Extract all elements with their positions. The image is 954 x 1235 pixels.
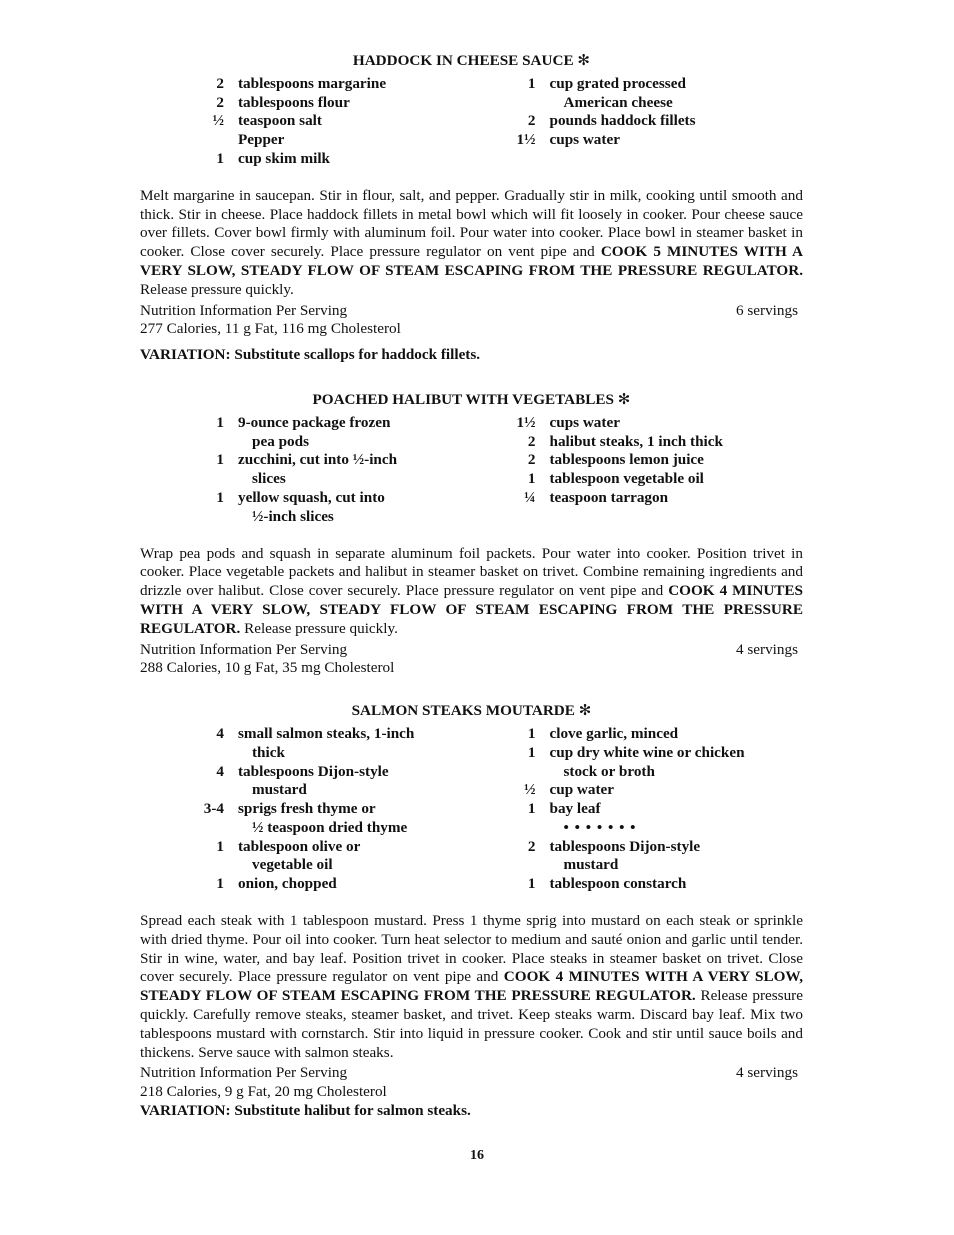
ingredient-column-right xyxy=(492,725,804,894)
ingredient-text-continued: pea pods xyxy=(252,432,309,450)
ingredient-quantity: 1½ xyxy=(516,131,536,149)
ingredient-quantity: 1 xyxy=(527,470,536,488)
ingredient-description xyxy=(550,781,804,800)
ingredient-text: zucchini, cut into ½-inch xyxy=(238,451,398,469)
ingredient-description xyxy=(550,470,804,489)
ingredient-description xyxy=(238,763,492,801)
ingredient-text: Pepper xyxy=(238,131,285,149)
ingredient-description xyxy=(238,131,492,150)
ingredient-text-continued: ½-inch slices xyxy=(252,507,334,525)
ingredient-row xyxy=(180,875,492,894)
ingredient-text: cup grated processed xyxy=(549,74,686,92)
ingredient-quantity: 2 xyxy=(216,74,224,92)
recipe-halibut xyxy=(140,391,803,678)
ingredient-row xyxy=(492,838,804,876)
ingredient-row xyxy=(180,150,492,169)
ingredient-text: cup skim milk xyxy=(238,149,330,167)
ingredient-text: pounds haddock fillets xyxy=(549,112,696,130)
ingredient-quantity: 2 xyxy=(216,93,224,111)
ingredient-description xyxy=(550,744,804,782)
ingredient-column-left xyxy=(180,75,492,169)
nutrition-header: Nutrition Information Per Serving 4 servings xyxy=(140,641,803,660)
ingredient-row xyxy=(180,112,492,131)
ingredient-text-continued: slices xyxy=(252,470,286,488)
ingredient-row xyxy=(492,800,804,838)
ingredient-text-continued: thick xyxy=(252,743,285,761)
ingredient-quantity: 4 xyxy=(216,724,224,742)
ingredient-description xyxy=(550,800,804,838)
ingredient-description xyxy=(550,725,804,744)
ingredient-text: 9-ounce package frozen xyxy=(238,413,391,431)
recipe-haddock xyxy=(140,52,803,365)
ingredient-description xyxy=(238,489,492,527)
ingredient-row xyxy=(492,744,804,782)
ingredient-description xyxy=(238,451,492,489)
nutrition-header: Nutrition Information Per Serving 6 servings xyxy=(140,302,803,321)
separator-dots: • • • • • • • xyxy=(563,818,637,836)
ingredient-quantity: 1 xyxy=(527,743,536,761)
ingredient-description xyxy=(238,75,492,94)
ingredient-description xyxy=(550,75,804,113)
ingredient-text: onion, chopped xyxy=(238,875,337,893)
nutrition-header: Nutrition Information Per Serving 4 servings xyxy=(140,1064,803,1083)
ingredient-text: tablespoons margarine xyxy=(238,74,387,92)
ingredient-description xyxy=(238,94,492,113)
ingredient-text: halibut steaks, 1 inch thick xyxy=(549,432,723,450)
ingredient-text-continued: stock or broth xyxy=(563,762,655,780)
ingredient-quantity: 1 xyxy=(527,875,536,893)
ingredient-text: teaspoon salt xyxy=(238,112,322,130)
ingredient-row xyxy=(180,451,492,489)
nutrition-values: 218 Calories, 9 g Fat, 20 mg Cholesterol xyxy=(140,1083,387,1101)
ingredient-row xyxy=(180,94,492,113)
ingredient-list xyxy=(180,725,803,894)
ingredient-text: tablespoon constarch xyxy=(549,875,687,893)
ingredient-row xyxy=(492,451,804,470)
ingredient-quantity: 3-4 xyxy=(203,800,224,818)
ingredient-text: cups water xyxy=(549,413,620,431)
ingredient-quantity: 1 xyxy=(527,724,536,742)
ingredient-description xyxy=(238,414,492,452)
ingredient-quantity: 2 xyxy=(527,837,536,855)
ingredient-description xyxy=(550,451,804,470)
star-icon: ✻ xyxy=(617,390,631,408)
ingredient-quantity: 2 xyxy=(527,432,536,450)
ingredient-description xyxy=(550,112,804,131)
directions: Melt margarine in saucepan. Stir in flour, salt, and pepper. Gradually stir in milk, cooking until smooth and thick. Stir in cheese. Place haddock fillets in metal bowl which will fit loosely in cooker. Pour cheese sauce over fillets. Cover bowl firmly with aluminum foil. Pour water into cooker. Place bowl in steamer basket in cooker. Close cover securely. Place pressure regulator on vent pipe and COOK 5 MINUTES WITH A VERY SLOW, STEADY FLOW OF STEAM ESCAPING FROM THE PRESSURE REGULATOR. Release pressure quickly. xyxy=(140,186,804,298)
ingredient-text: cup water xyxy=(549,781,615,799)
ingredient-quantity: 1 xyxy=(216,149,224,167)
ingredient-text: cups water xyxy=(549,131,620,149)
ingredient-description xyxy=(238,838,492,876)
ingredient-description xyxy=(238,150,492,169)
ingredient-row xyxy=(180,75,492,94)
ingredient-column-left xyxy=(180,725,492,894)
ingredient-description xyxy=(550,433,804,452)
ingredient-row xyxy=(180,489,492,527)
recipe-title: POACHED HALIBUT WITH VEGETABLES ✻ xyxy=(312,390,631,408)
ingredient-row xyxy=(180,131,492,150)
ingredient-text: tablespoon olive or xyxy=(238,837,361,855)
ingredient-description xyxy=(238,875,492,894)
ingredient-list xyxy=(180,414,803,527)
ingredient-row xyxy=(492,875,804,894)
servings: 4 servings xyxy=(735,640,798,658)
ingredient-text-continued: vegetable oil xyxy=(252,856,333,874)
ingredient-list xyxy=(180,75,803,169)
ingredient-text: teaspoon tarragon xyxy=(549,488,669,506)
ingredient-quantity: ½ xyxy=(212,112,224,130)
ingredient-quantity: 1 xyxy=(527,74,536,92)
star-icon: ✻ xyxy=(577,52,591,69)
ingredient-text: small salmon steaks, 1-inch xyxy=(238,724,415,742)
ingredient-text: cup dry white wine or chicken xyxy=(549,743,745,761)
ingredient-description xyxy=(238,112,492,131)
ingredient-text-continued: ½ teaspoon dried thyme xyxy=(252,818,408,836)
ingredient-row xyxy=(492,489,804,508)
ingredient-row xyxy=(492,433,804,452)
variation: VARIATION: Substitute scallops for haddock fillets. xyxy=(140,346,481,364)
ingredient-text-continued: mustard xyxy=(563,856,619,874)
ingredient-quantity: 1 xyxy=(216,451,224,469)
ingredient-row xyxy=(492,112,804,131)
ingredient-row xyxy=(180,414,492,452)
ingredient-column-left xyxy=(180,414,492,527)
recipe-title: SALMON STEAKS MOUTARDE ✻ xyxy=(351,702,592,720)
ingredient-text: yellow squash, cut into xyxy=(238,488,385,506)
ingredient-text: tablespoons Dijon-style xyxy=(238,762,389,780)
recipe-page xyxy=(140,52,803,1121)
ingredient-row xyxy=(492,725,804,744)
ingredient-column-right xyxy=(492,75,804,169)
page-number: 16 xyxy=(470,1148,484,1163)
nutrition-values: 277 Calories, 11 g Fat, 116 mg Cholesterol xyxy=(140,320,401,338)
servings: 4 servings xyxy=(735,1064,798,1082)
ingredient-text: bay leaf xyxy=(549,800,601,818)
ingredient-text-continued: American cheese xyxy=(563,93,673,111)
ingredient-quantity: ¼ xyxy=(524,488,536,506)
ingredient-quantity: 1 xyxy=(216,488,224,506)
ingredient-row xyxy=(180,838,492,876)
star-icon: ✻ xyxy=(578,702,592,720)
directions: Spread each steak with 1 tablespoon mustard. Press 1 thyme sprig into mustard on each steak or sprinkle with dried thyme. Pour oil into cooker. Turn heat selector to medium and sauté onion and garlic until tender. Stir in wine, water, and bay leaf. Position trivet in cooker. Place steaks in steamer basket on trivet. Close cover securely. Place pressure regulator on vent pipe and COOK 4 MINUTES WITH A VERY SLOW, STEADY FLOW OF STEAM ESCAPING FROM THE PRESSURE REGULATOR. Release pressure quickly. Carefully remove steaks, steamer basket, and trivet. Keep steaks warm. Discard bay leaf. Mix two tablespoons mustard with cornstarch. Stir into liquid in pressure cooker. Cook and stir until sauce boils and thickens. Serve sauce with salmon steaks. xyxy=(140,912,804,1061)
ingredient-quantity: 1 xyxy=(216,837,224,855)
recipe-title: HADDOCK IN CHEESE SAUCE ✻ xyxy=(352,52,591,69)
ingredient-quantity: ½ xyxy=(524,781,536,799)
ingredient-quantity xyxy=(180,131,238,150)
ingredient-row xyxy=(492,75,804,113)
ingredient-description xyxy=(550,838,804,876)
ingredient-row xyxy=(492,470,804,489)
ingredient-row xyxy=(492,781,804,800)
ingredient-description xyxy=(550,489,804,508)
ingredient-column-right xyxy=(492,414,804,527)
ingredient-row xyxy=(492,131,804,150)
ingredient-quantity: 1½ xyxy=(516,413,536,431)
ingredient-quantity: 2 xyxy=(527,451,536,469)
ingredient-row xyxy=(180,725,492,763)
ingredient-quantity: 1 xyxy=(216,875,224,893)
directions: Wrap pea pods and squash in separate aluminum foil packets. Pour water into cooker. Position trivet in cooker. Place vegetable packets and halibut in steamer basket on trivet. Combine remaining ingredients and drizzle over halibut. Close cover securely. Place pressure regulator on vent pipe and COOK 4 MINUTES WITH A VERY SLOW, STEADY FLOW OF STEAM ESCAPING FROM THE PRESSURE REGULATOR. Release pressure quickly. xyxy=(140,544,804,637)
ingredient-text-continued: mustard xyxy=(252,781,307,799)
ingredient-row xyxy=(492,414,804,433)
ingredient-description xyxy=(238,725,492,763)
ingredient-description xyxy=(550,414,804,433)
ingredient-text: tablespoons lemon juice xyxy=(549,451,704,469)
ingredient-text: tablespoons flour xyxy=(238,93,350,111)
ingredient-row xyxy=(180,800,492,838)
recipe-salmon xyxy=(140,702,803,1121)
ingredient-text: tablespoon vegetable oil xyxy=(549,470,704,488)
servings: 6 servings xyxy=(735,301,798,319)
ingredient-text: sprigs fresh thyme or xyxy=(238,800,376,818)
ingredient-row xyxy=(180,763,492,801)
ingredient-description xyxy=(550,875,804,894)
ingredient-description xyxy=(550,131,804,150)
ingredient-quantity: 4 xyxy=(216,762,224,780)
nutrition-values: 288 Calories, 10 g Fat, 35 mg Cholesterol xyxy=(140,659,395,677)
ingredient-quantity: 2 xyxy=(527,112,536,130)
ingredient-quantity: 1 xyxy=(216,413,224,431)
variation: VARIATION: Substitute halibut for salmon steaks. xyxy=(140,1102,471,1120)
ingredient-quantity: 1 xyxy=(527,800,536,818)
ingredient-text: tablespoons Dijon-style xyxy=(549,837,701,855)
ingredient-description xyxy=(238,800,492,838)
ingredient-text: clove garlic, minced xyxy=(549,724,679,742)
